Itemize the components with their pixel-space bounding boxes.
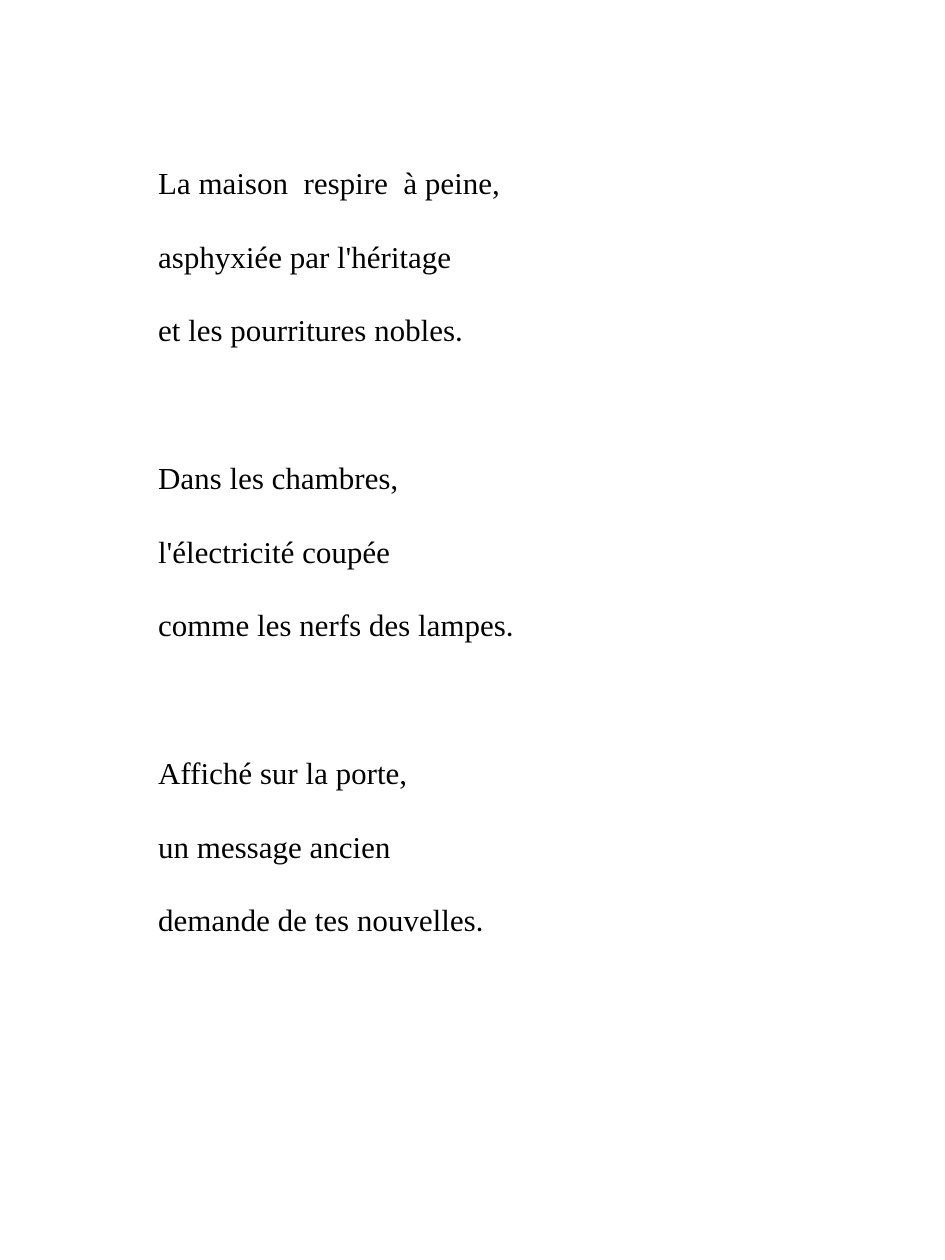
poem-line: demande de tes nouvelles.: [158, 903, 484, 938]
poem-line: La maison respire à peine,: [158, 166, 500, 201]
poem-line: et les pourritures nobles.: [158, 313, 463, 348]
poem-line: Dans les chambres,: [158, 461, 399, 496]
poem-line: comme les nerfs des lampes.: [158, 608, 514, 643]
poem-line: asphyxiée par l'héritage: [158, 240, 452, 275]
poem-line: l'électricité coupée: [158, 535, 390, 570]
poem-line: un message ancien: [158, 830, 391, 865]
poem-line: Affiché sur la porte,: [158, 756, 408, 791]
